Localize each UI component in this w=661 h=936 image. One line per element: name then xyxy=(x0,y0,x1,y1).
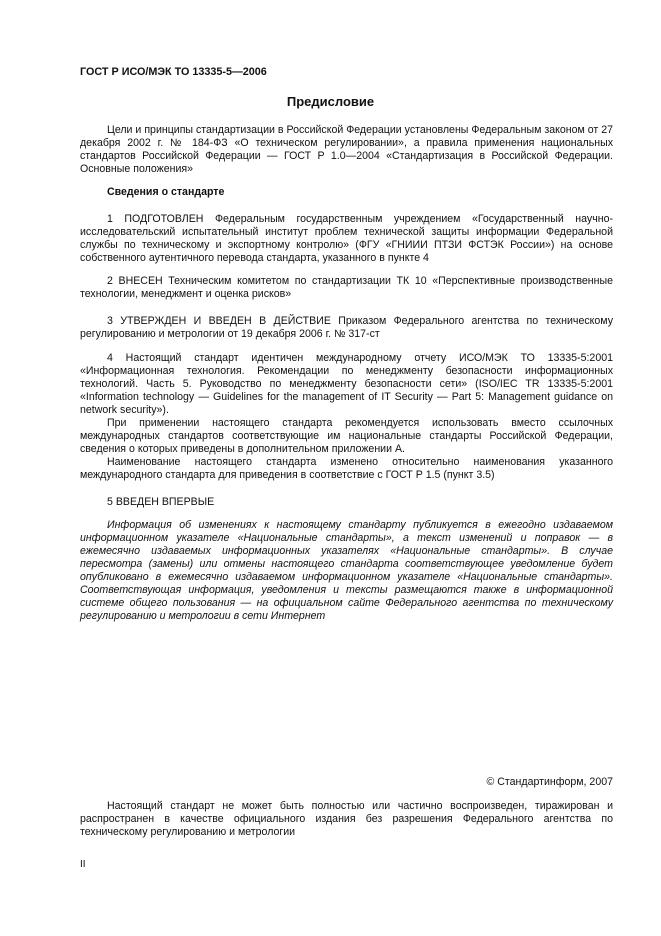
notice-paragraph: Информация об изменениях к настоящему стандарту публикуется в ежегодно издаваемом информационном указателе «Национальные стандарты», а текст изменений и поправок — в ежемесячно издаваемых информационных указателях «Национальные стандарты». В случае пересмотра (замены) или отмены настоящего стандарта соответствующее уведомление будет опубликовано в ежемесячно издаваемом информационном указателе «Национальные стандарты». Соответствующая информация, уведомления и тексты размещаются также в информационной системе общего пользования — на официальном сайте Федерального агентства по техническому регулированию и метрологии в сети Интернет xyxy=(80,519,613,622)
section-heading: Сведения о стандарте xyxy=(107,186,225,198)
document-code: ГОСТ Р ИСО/МЭК ТО 13335-5—2006 xyxy=(80,66,267,78)
item-2-paragraph: 2 ВНЕСЕН Техническим комитетом по стандартизации ТК 10 «Перспективные производственные технологии, менеджмент и оценка рисков» xyxy=(80,275,613,300)
footer-paragraph: Настоящий стандарт не может быть полностью или частично воспроизведен, тиражирован и распространен в качестве официального издания без разрешения Федерального агентства по техническому регулированию и метрологии xyxy=(80,800,613,838)
copyright: © Стандартинформ, 2007 xyxy=(486,776,613,788)
item-4-note-2: Наименование настоящего стандарта изменено относительно наименования указанного международного стандарта для приведения в соответствие с ГОСТ Р 1.5 (пункт 3.5) xyxy=(80,456,613,481)
item-4-group xyxy=(80,352,613,482)
item-4-paragraph: 4 Настоящий стандарт идентичен международному отчету ИСО/МЭК ТО 13335-5:2001 «Информационная технология. Рекомендации по менеджменту безопасности информационных технологий. Часть 5. Руководство по менеджменту безопасности сети» (ISO/IEC TR 13335-5:2001 «Information technology — Guidelines for the management of IT Security — Part 5: Management guidance on network security»). xyxy=(80,352,613,416)
item-5-paragraph: 5 ВВЕДЕН ВПЕРВЫЕ xyxy=(107,496,215,508)
item-1-paragraph: 1 ПОДГОТОВЛЕН Федеральным государственным учреждением «Государственный научно-исследовательский испытательный институт проблем технической защиты информации Федеральной службы по техническому и экспортному контролю» (ФГУ «ГНИИИ ПТЗИ ФСТЭК России») на основе собственного аутентичного перевода стандарта, указанного в пункте 4 xyxy=(80,213,613,264)
page-title: Предисловие xyxy=(286,94,375,109)
intro-paragraph: Цели и принципы стандартизации в Российской Федерации установлены Федеральным законом от 27 декабря 2002 г. № 184-ФЗ «О техническом регулировании», а правила применения национальных стандартов Российской Федерации — ГОСТ Р 1.0—2004 «Стандартизация в Российской Федерации. Основные положения» xyxy=(80,124,613,175)
item-3-paragraph: 3 УТВЕРЖДЕН И ВВЕДЕН В ДЕЙСТВИЕ Приказом Федерального агентства по техническому регулированию и метрологии от 19 декабря 2006 г. № 317-ст xyxy=(80,315,613,340)
page-number: II xyxy=(80,859,86,870)
item-4-note-1: При применении настоящего стандарта рекомендуется использовать вместо ссылочных международных стандартов соответствующие им национальные стандарты Российской Федерации, сведения о которых приведены в дополнительном приложении А. xyxy=(80,417,613,455)
